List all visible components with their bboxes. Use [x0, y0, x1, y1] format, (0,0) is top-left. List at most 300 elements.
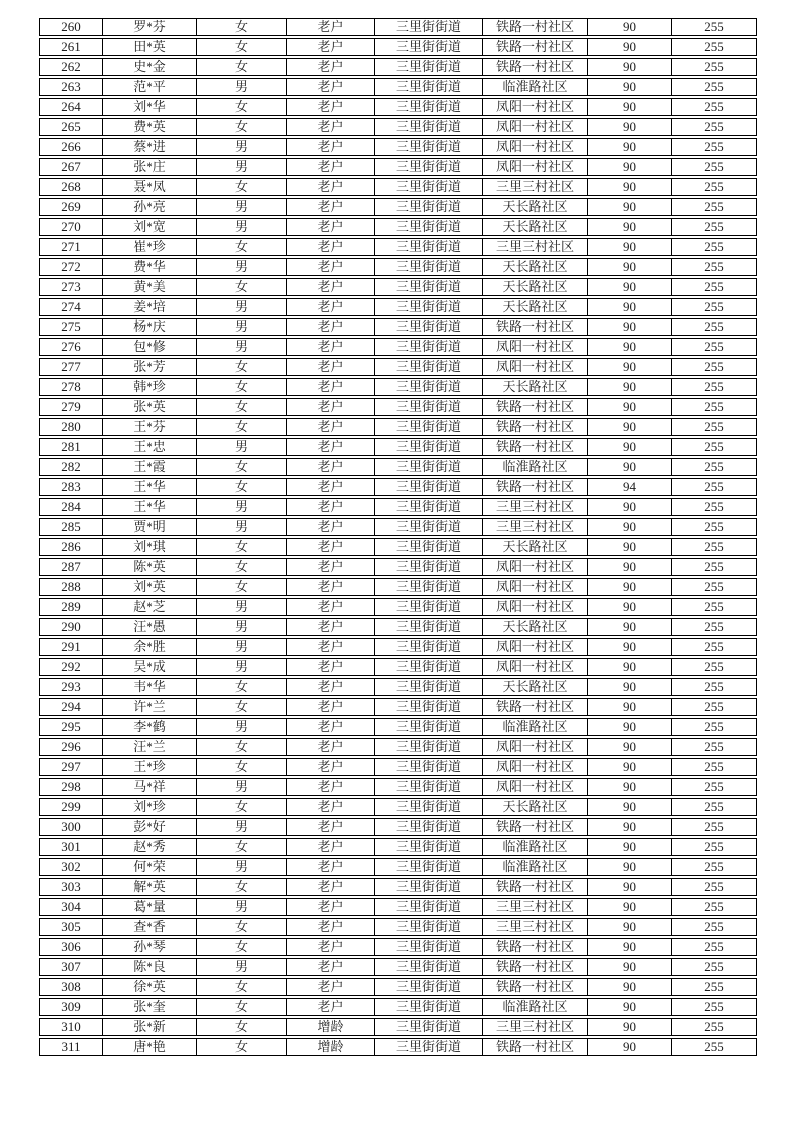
street-cell: 三里街街道: [375, 78, 483, 96]
name-cell: 包*修: [103, 338, 197, 356]
community-cell: 凤阳一村社区: [483, 158, 588, 176]
name-cell: 陈*英: [103, 558, 197, 576]
value-1-cell: 90: [588, 878, 672, 896]
serial-number-cell: 294: [39, 698, 103, 716]
name-cell: 王*霞: [103, 458, 197, 476]
table-row: [39, 478, 757, 496]
table-row: [39, 698, 757, 716]
gender-cell: 男: [197, 958, 287, 976]
table-row: [39, 718, 757, 736]
value-2-cell: 255: [672, 998, 757, 1016]
table-row: [39, 498, 757, 516]
community-cell: 临淮路社区: [483, 458, 588, 476]
table-row: [39, 898, 757, 916]
value-1-cell: 90: [588, 758, 672, 776]
serial-number-cell: 266: [39, 138, 103, 156]
value-1-cell: 90: [588, 858, 672, 876]
street-cell: 三里街街道: [375, 638, 483, 656]
value-1-cell: 90: [588, 398, 672, 416]
community-cell: 临淮路社区: [483, 718, 588, 736]
serial-number-cell: 272: [39, 258, 103, 276]
street-cell: 三里街街道: [375, 218, 483, 236]
table-row: [39, 798, 757, 816]
value-2-cell: 255: [672, 618, 757, 636]
value-1-cell: 90: [588, 918, 672, 936]
household-type-cell: 老户: [287, 338, 375, 356]
table-row: [39, 738, 757, 756]
household-type-cell: 老户: [287, 838, 375, 856]
community-cell: 临淮路社区: [483, 858, 588, 876]
table-row: [39, 358, 757, 376]
value-2-cell: 255: [672, 398, 757, 416]
gender-cell: 女: [197, 538, 287, 556]
community-cell: 凤阳一村社区: [483, 658, 588, 676]
street-cell: 三里街街道: [375, 1018, 483, 1036]
gender-cell: 女: [197, 918, 287, 936]
value-2-cell: 255: [672, 278, 757, 296]
serial-number-cell: 264: [39, 98, 103, 116]
serial-number-cell: 267: [39, 158, 103, 176]
value-1-cell: 90: [588, 778, 672, 796]
gender-cell: 男: [197, 718, 287, 736]
serial-number-cell: 298: [39, 778, 103, 796]
table-row: [39, 778, 757, 796]
name-cell: 费*英: [103, 118, 197, 136]
street-cell: 三里街街道: [375, 818, 483, 836]
table-row: [39, 558, 757, 576]
community-cell: 三里三村社区: [483, 178, 588, 196]
value-2-cell: 255: [672, 1018, 757, 1036]
gender-cell: 男: [197, 218, 287, 236]
gender-cell: 女: [197, 978, 287, 996]
community-cell: 凤阳一村社区: [483, 138, 588, 156]
value-1-cell: 90: [588, 1018, 672, 1036]
street-cell: 三里街街道: [375, 498, 483, 516]
table-row: [39, 18, 757, 36]
serial-number-cell: 281: [39, 438, 103, 456]
value-1-cell: 90: [588, 738, 672, 756]
value-2-cell: 255: [672, 958, 757, 976]
household-type-cell: 老户: [287, 678, 375, 696]
household-type-cell: 老户: [287, 718, 375, 736]
value-1-cell: 90: [588, 538, 672, 556]
household-type-cell: 老户: [287, 178, 375, 196]
value-2-cell: 255: [672, 518, 757, 536]
name-cell: 王*忠: [103, 438, 197, 456]
serial-number-cell: 288: [39, 578, 103, 596]
name-cell: 黄*美: [103, 278, 197, 296]
table-row: [39, 638, 757, 656]
gender-cell: 女: [197, 998, 287, 1016]
gender-cell: 女: [197, 118, 287, 136]
name-cell: 汪*兰: [103, 738, 197, 756]
value-1-cell: 90: [588, 318, 672, 336]
table-row: [39, 418, 757, 436]
gender-cell: 女: [197, 758, 287, 776]
name-cell: 史*金: [103, 58, 197, 76]
table-row: [39, 978, 757, 996]
name-cell: 聂*凤: [103, 178, 197, 196]
table-row: [39, 1018, 757, 1036]
gender-cell: 女: [197, 458, 287, 476]
name-cell: 姜*培: [103, 298, 197, 316]
street-cell: 三里街街道: [375, 898, 483, 916]
name-cell: 王*华: [103, 478, 197, 496]
records-table-body: [39, 18, 757, 1056]
name-cell: 张*芳: [103, 358, 197, 376]
street-cell: 三里街街道: [375, 58, 483, 76]
table-row: [39, 98, 757, 116]
serial-number-cell: 286: [39, 538, 103, 556]
community-cell: 三里三村社区: [483, 1018, 588, 1036]
serial-number-cell: 306: [39, 938, 103, 956]
value-1-cell: 90: [588, 358, 672, 376]
table-row: [39, 338, 757, 356]
table-row: [39, 78, 757, 96]
value-1-cell: 90: [588, 898, 672, 916]
gender-cell: 女: [197, 1018, 287, 1036]
value-2-cell: 255: [672, 718, 757, 736]
value-1-cell: 90: [588, 998, 672, 1016]
serial-number-cell: 311: [39, 1038, 103, 1056]
serial-number-cell: 284: [39, 498, 103, 516]
community-cell: 铁路一村社区: [483, 938, 588, 956]
value-1-cell: 90: [588, 678, 672, 696]
household-type-cell: 老户: [287, 98, 375, 116]
name-cell: 韩*珍: [103, 378, 197, 396]
serial-number-cell: 274: [39, 298, 103, 316]
name-cell: 徐*英: [103, 978, 197, 996]
name-cell: 田*英: [103, 38, 197, 56]
street-cell: 三里街街道: [375, 878, 483, 896]
gender-cell: 女: [197, 18, 287, 36]
serial-number-cell: 261: [39, 38, 103, 56]
name-cell: 韦*华: [103, 678, 197, 696]
table-sheet: [39, 16, 757, 1058]
serial-number-cell: 280: [39, 418, 103, 436]
gender-cell: 女: [197, 278, 287, 296]
household-type-cell: 老户: [287, 958, 375, 976]
table-row: [39, 438, 757, 456]
value-2-cell: 255: [672, 678, 757, 696]
table-row: [39, 158, 757, 176]
name-cell: 孙*琴: [103, 938, 197, 956]
community-cell: 铁路一村社区: [483, 818, 588, 836]
household-type-cell: 老户: [287, 118, 375, 136]
value-2-cell: 255: [672, 18, 757, 36]
community-cell: 铁路一村社区: [483, 978, 588, 996]
value-2-cell: 255: [672, 198, 757, 216]
community-cell: 凤阳一村社区: [483, 358, 588, 376]
value-1-cell: 90: [588, 158, 672, 176]
serial-number-cell: 269: [39, 198, 103, 216]
household-type-cell: 老户: [287, 378, 375, 396]
table-row: [39, 838, 757, 856]
gender-cell: 男: [197, 598, 287, 616]
name-cell: 孙*亮: [103, 198, 197, 216]
value-2-cell: 255: [672, 598, 757, 616]
community-cell: 铁路一村社区: [483, 58, 588, 76]
value-1-cell: 90: [588, 638, 672, 656]
serial-number-cell: 289: [39, 598, 103, 616]
street-cell: 三里街街道: [375, 98, 483, 116]
gender-cell: 女: [197, 1038, 287, 1056]
street-cell: 三里街街道: [375, 458, 483, 476]
serial-number-cell: 310: [39, 1018, 103, 1036]
value-2-cell: 255: [672, 578, 757, 596]
street-cell: 三里街街道: [375, 178, 483, 196]
value-1-cell: 90: [588, 578, 672, 596]
gender-cell: 女: [197, 478, 287, 496]
value-1-cell: 94: [588, 478, 672, 496]
table-row: [39, 538, 757, 556]
gender-cell: 男: [197, 498, 287, 516]
gender-cell: 男: [197, 778, 287, 796]
gender-cell: 女: [197, 878, 287, 896]
value-2-cell: 255: [672, 538, 757, 556]
community-cell: 凤阳一村社区: [483, 98, 588, 116]
table-row: [39, 178, 757, 196]
gender-cell: 男: [197, 158, 287, 176]
value-1-cell: 90: [588, 978, 672, 996]
name-cell: 刘*英: [103, 578, 197, 596]
household-type-cell: 老户: [287, 798, 375, 816]
value-2-cell: 255: [672, 158, 757, 176]
household-type-cell: 老户: [287, 218, 375, 236]
household-type-cell: 老户: [287, 398, 375, 416]
community-cell: 三里三村社区: [483, 238, 588, 256]
table-row: [39, 58, 757, 76]
value-1-cell: 90: [588, 598, 672, 616]
serial-number-cell: 287: [39, 558, 103, 576]
gender-cell: 女: [197, 698, 287, 716]
gender-cell: 男: [197, 858, 287, 876]
table-row: [39, 318, 757, 336]
street-cell: 三里街街道: [375, 918, 483, 936]
name-cell: 查*香: [103, 918, 197, 936]
serial-number-cell: 276: [39, 338, 103, 356]
serial-number-cell: 303: [39, 878, 103, 896]
community-cell: 天长路社区: [483, 218, 588, 236]
value-2-cell: 255: [672, 318, 757, 336]
household-type-cell: 老户: [287, 458, 375, 476]
household-type-cell: 老户: [287, 818, 375, 836]
value-1-cell: 90: [588, 118, 672, 136]
value-2-cell: 255: [672, 818, 757, 836]
name-cell: 范*平: [103, 78, 197, 96]
name-cell: 贾*明: [103, 518, 197, 536]
household-type-cell: 老户: [287, 998, 375, 1016]
value-2-cell: 255: [672, 458, 757, 476]
gender-cell: 男: [197, 338, 287, 356]
table-row: [39, 238, 757, 256]
name-cell: 彭*好: [103, 818, 197, 836]
value-2-cell: 255: [672, 378, 757, 396]
gender-cell: 女: [197, 418, 287, 436]
serial-number-cell: 291: [39, 638, 103, 656]
table-row: [39, 958, 757, 976]
serial-number-cell: 271: [39, 238, 103, 256]
serial-number-cell: 290: [39, 618, 103, 636]
value-2-cell: 255: [672, 98, 757, 116]
name-cell: 王*芬: [103, 418, 197, 436]
street-cell: 三里街街道: [375, 358, 483, 376]
street-cell: 三里街街道: [375, 858, 483, 876]
value-1-cell: 90: [588, 818, 672, 836]
value-1-cell: 90: [588, 218, 672, 236]
name-cell: 唐*艳: [103, 1038, 197, 1056]
value-1-cell: 90: [588, 138, 672, 156]
street-cell: 三里街街道: [375, 578, 483, 596]
name-cell: 刘*珍: [103, 798, 197, 816]
street-cell: 三里街街道: [375, 518, 483, 536]
table-row: [39, 458, 757, 476]
gender-cell: 男: [197, 638, 287, 656]
table-row: [39, 378, 757, 396]
serial-number-cell: 295: [39, 718, 103, 736]
value-2-cell: 255: [672, 658, 757, 676]
community-cell: 凤阳一村社区: [483, 558, 588, 576]
community-cell: 凤阳一村社区: [483, 778, 588, 796]
gender-cell: 女: [197, 358, 287, 376]
gender-cell: 女: [197, 238, 287, 256]
value-2-cell: 255: [672, 178, 757, 196]
value-1-cell: 90: [588, 98, 672, 116]
street-cell: 三里街街道: [375, 958, 483, 976]
household-type-cell: 增龄: [287, 1018, 375, 1036]
value-2-cell: 255: [672, 978, 757, 996]
household-type-cell: 老户: [287, 198, 375, 216]
serial-number-cell: 301: [39, 838, 103, 856]
value-2-cell: 255: [672, 58, 757, 76]
community-cell: 凤阳一村社区: [483, 338, 588, 356]
value-2-cell: 255: [672, 558, 757, 576]
serial-number-cell: 299: [39, 798, 103, 816]
community-cell: 临淮路社区: [483, 838, 588, 856]
household-type-cell: 老户: [287, 598, 375, 616]
community-cell: 铁路一村社区: [483, 318, 588, 336]
gender-cell: 女: [197, 178, 287, 196]
gender-cell: 女: [197, 678, 287, 696]
community-cell: 天长路社区: [483, 618, 588, 636]
name-cell: 马*祥: [103, 778, 197, 796]
value-1-cell: 90: [588, 958, 672, 976]
name-cell: 王*珍: [103, 758, 197, 776]
value-1-cell: 90: [588, 58, 672, 76]
serial-number-cell: 309: [39, 998, 103, 1016]
value-1-cell: 90: [588, 238, 672, 256]
name-cell: 余*胜: [103, 638, 197, 656]
household-type-cell: 老户: [287, 858, 375, 876]
street-cell: 三里街街道: [375, 678, 483, 696]
value-2-cell: 255: [672, 78, 757, 96]
community-cell: 铁路一村社区: [483, 438, 588, 456]
household-type-cell: 老户: [287, 618, 375, 636]
value-2-cell: 255: [672, 38, 757, 56]
value-1-cell: 90: [588, 338, 672, 356]
gender-cell: 女: [197, 398, 287, 416]
gender-cell: 男: [197, 318, 287, 336]
street-cell: 三里街街道: [375, 338, 483, 356]
name-cell: 解*英: [103, 878, 197, 896]
street-cell: 三里街街道: [375, 158, 483, 176]
name-cell: 李*鹤: [103, 718, 197, 736]
value-1-cell: 90: [588, 38, 672, 56]
household-type-cell: 老户: [287, 38, 375, 56]
value-2-cell: 255: [672, 298, 757, 316]
value-1-cell: 90: [588, 798, 672, 816]
name-cell: 何*荣: [103, 858, 197, 876]
community-cell: 天长路社区: [483, 678, 588, 696]
value-2-cell: 255: [672, 238, 757, 256]
street-cell: 三里街街道: [375, 418, 483, 436]
value-2-cell: 255: [672, 798, 757, 816]
table-row: [39, 618, 757, 636]
household-type-cell: 老户: [287, 878, 375, 896]
name-cell: 赵*芝: [103, 598, 197, 616]
gender-cell: 男: [197, 518, 287, 536]
table-row: [39, 918, 757, 936]
serial-number-cell: 265: [39, 118, 103, 136]
street-cell: 三里街街道: [375, 698, 483, 716]
value-2-cell: 255: [672, 138, 757, 156]
value-2-cell: 255: [672, 478, 757, 496]
serial-number-cell: 307: [39, 958, 103, 976]
value-1-cell: 90: [588, 718, 672, 736]
name-cell: 王*华: [103, 498, 197, 516]
name-cell: 张*奎: [103, 998, 197, 1016]
community-cell: 铁路一村社区: [483, 698, 588, 716]
value-2-cell: 255: [672, 418, 757, 436]
table-row: [39, 678, 757, 696]
name-cell: 葛*量: [103, 898, 197, 916]
records-table: [39, 16, 757, 1058]
name-cell: 吴*成: [103, 658, 197, 676]
table-row: [39, 938, 757, 956]
gender-cell: 女: [197, 798, 287, 816]
street-cell: 三里街街道: [375, 838, 483, 856]
value-2-cell: 255: [672, 118, 757, 136]
gender-cell: 女: [197, 558, 287, 576]
serial-number-cell: 282: [39, 458, 103, 476]
street-cell: 三里街街道: [375, 118, 483, 136]
community-cell: 天长路社区: [483, 798, 588, 816]
street-cell: 三里街街道: [375, 258, 483, 276]
gender-cell: 男: [197, 438, 287, 456]
community-cell: 天长路社区: [483, 258, 588, 276]
table-row: [39, 658, 757, 676]
household-type-cell: 老户: [287, 778, 375, 796]
serial-number-cell: 300: [39, 818, 103, 836]
value-1-cell: 90: [588, 618, 672, 636]
community-cell: 三里三村社区: [483, 918, 588, 936]
community-cell: 铁路一村社区: [483, 1038, 588, 1056]
serial-number-cell: 277: [39, 358, 103, 376]
name-cell: 杨*庆: [103, 318, 197, 336]
value-1-cell: 90: [588, 298, 672, 316]
community-cell: 天长路社区: [483, 198, 588, 216]
household-type-cell: 老户: [287, 578, 375, 596]
street-cell: 三里街街道: [375, 738, 483, 756]
table-row: [39, 198, 757, 216]
value-1-cell: 90: [588, 258, 672, 276]
table-row: [39, 878, 757, 896]
street-cell: 三里街街道: [375, 978, 483, 996]
name-cell: 赵*秀: [103, 838, 197, 856]
value-2-cell: 255: [672, 758, 757, 776]
household-type-cell: 增龄: [287, 1038, 375, 1056]
serial-number-cell: 273: [39, 278, 103, 296]
